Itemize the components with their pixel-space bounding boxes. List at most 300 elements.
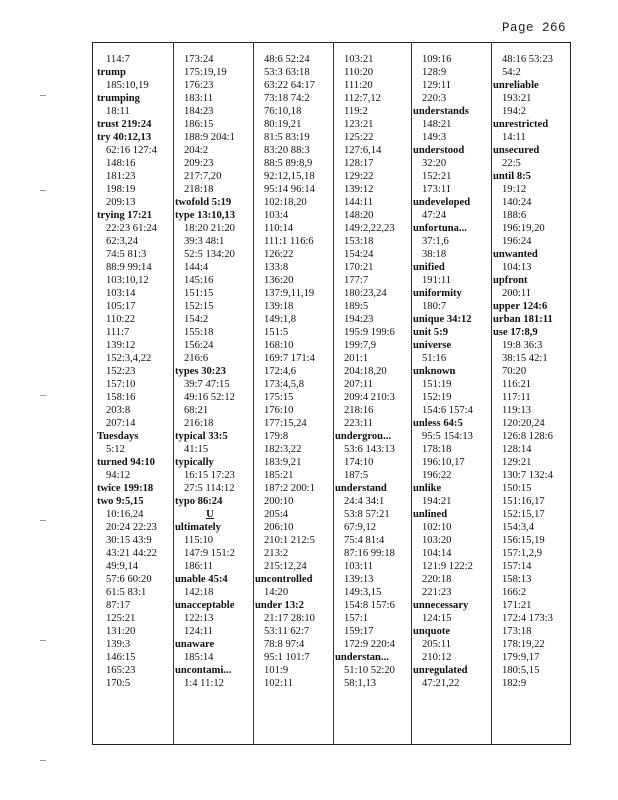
margin-tick: [40, 640, 46, 641]
page-reference: 124:15: [422, 613, 452, 624]
page-reference: 166:2: [502, 587, 527, 598]
page-reference: 67:9,12: [344, 522, 377, 533]
page-reference: 159:17: [344, 626, 374, 637]
page-reference: 200:11: [502, 288, 532, 299]
page-reference: 180:23,24: [344, 288, 387, 299]
index-term: unnecessary: [413, 600, 469, 611]
index-term: trust 219:24: [97, 119, 152, 130]
page-reference: 223:11: [344, 418, 374, 429]
page-reference: 156:24: [184, 340, 214, 351]
page-reference: 149:1,8: [264, 314, 297, 325]
page-reference: 22:5: [502, 158, 521, 169]
index-term: unable 45:4: [175, 574, 228, 585]
page-reference: 129:21: [502, 457, 532, 468]
page-reference: 18:20 21:20: [184, 223, 235, 234]
index-term: unless 64:5: [413, 418, 463, 429]
page-reference: 92:12,15,18: [264, 171, 315, 182]
index-term: under 13:2: [255, 600, 304, 611]
column-divider: [333, 43, 334, 744]
page-reference: 181:23: [106, 171, 136, 182]
page-reference: 209:23: [184, 158, 214, 169]
page-reference: 119:13: [502, 405, 532, 416]
page-reference: 189:5: [344, 301, 369, 312]
page-reference: 110:22: [106, 314, 136, 325]
page-reference: 125:22: [344, 132, 374, 143]
index-term: uncontrolled: [255, 574, 313, 585]
page-reference: 115:10: [184, 535, 214, 546]
page-reference: 213:2: [264, 548, 289, 559]
page-reference: 76:10,18: [264, 106, 302, 117]
page-reference: 109:16: [422, 54, 452, 65]
page-reference: 196:22: [422, 470, 452, 481]
page-reference: 183:9,21: [264, 457, 302, 468]
page-reference: 102:11: [264, 678, 294, 689]
page-reference: 154:8 157:6: [344, 600, 395, 611]
page-reference: 52:5 134:20: [184, 249, 235, 260]
page-reference: 179:8: [264, 431, 289, 442]
page-reference: 49:9,14: [106, 561, 139, 572]
page-reference: 185:14: [184, 652, 214, 663]
page-reference: 155:18: [184, 327, 214, 338]
page-reference: 158:16: [106, 392, 136, 403]
index-term: unfortuna...: [413, 223, 467, 234]
page-reference: 110:20: [344, 67, 374, 78]
page-reference: 103:10,12: [106, 275, 149, 286]
page-reference: 136:20: [264, 275, 294, 286]
page-reference: 151:15: [184, 288, 214, 299]
column-divider: [253, 43, 254, 744]
index-term: turned 94:10: [97, 457, 155, 468]
page-reference: 176:10: [264, 405, 294, 416]
page-reference: 175:15: [264, 392, 294, 403]
page-reference: 112:7,12: [344, 93, 381, 104]
page-reference: 174:10: [344, 457, 374, 468]
page-reference: 133:8: [264, 262, 289, 273]
page-reference: 152:19: [422, 392, 452, 403]
section-letter: U: [206, 509, 214, 520]
margin-tick: [40, 760, 46, 761]
page-reference: 152:15: [184, 301, 214, 312]
index-term: understood: [413, 145, 465, 156]
page-reference: 87:17: [106, 600, 131, 611]
page-reference: 104:14: [422, 548, 452, 559]
page-reference: 5:12: [106, 444, 125, 455]
page-reference: 149:3,15: [344, 587, 382, 598]
page-reference: 95:1 101:7: [264, 652, 310, 663]
index-term: unlike: [413, 483, 442, 494]
page-reference: 217:7,20: [184, 171, 222, 182]
index-term: understand: [335, 483, 387, 494]
page-reference: 188:9 204:1: [184, 132, 235, 143]
index-term: undeveloped: [413, 197, 471, 208]
page-reference: 14:11: [502, 132, 526, 143]
index-term: Tuesdays: [97, 431, 139, 442]
page-reference: 187:2 200:1: [264, 483, 315, 494]
page-reference: 128:9: [422, 67, 447, 78]
page-reference: 216:6: [184, 353, 209, 364]
page-reference: 129:11: [422, 80, 452, 91]
index-term: universe: [413, 340, 452, 351]
page-reference: 63:22 64:17: [264, 80, 315, 91]
page-reference: 193:21: [502, 93, 532, 104]
page-reference: 185:21: [264, 470, 294, 481]
page-reference: 204:2: [184, 145, 209, 156]
page-reference: 114:7: [106, 54, 130, 65]
page-reference: 151:16,17: [502, 496, 545, 507]
page-reference: 146:15: [106, 652, 136, 663]
page-reference: 78:8 97:4: [264, 639, 305, 650]
index-term: type 13:10,13: [175, 210, 236, 221]
page-reference: 151:5: [264, 327, 289, 338]
page-reference: 199:7,9: [344, 340, 377, 351]
page-reference: 186:11: [184, 561, 214, 572]
index-term: uncontami...: [175, 665, 232, 676]
index-term: typically: [175, 457, 214, 468]
page-reference: 120:20,24: [502, 418, 545, 429]
page-reference: 179:9,17: [502, 652, 540, 663]
page-reference: 121:9 122:2: [422, 561, 473, 572]
page-reference: 220:18: [422, 574, 452, 585]
page-reference: 139:12: [344, 184, 374, 195]
page-reference: 142:18: [184, 587, 214, 598]
page-reference: 178:19,22: [502, 639, 545, 650]
page-reference: 51:16: [422, 353, 447, 364]
index-term: try 40:12,13: [97, 132, 152, 143]
page-reference: 102:10: [422, 522, 452, 533]
page-reference: 75:4 81:4: [344, 535, 385, 546]
page-reference: 126:8 128:6: [502, 431, 553, 442]
page-reference: 147:9 151:2: [184, 548, 235, 559]
page-reference: 182:9: [502, 678, 527, 689]
page-reference: 140:24: [502, 197, 532, 208]
page-reference: 102:18,20: [264, 197, 307, 208]
page-reference: 139:12: [106, 340, 136, 351]
index-term: upper 124:6: [493, 301, 548, 312]
index-term: understands: [413, 106, 469, 117]
page-reference: 180:7: [422, 301, 447, 312]
page-reference: 39:3 48:1: [184, 236, 225, 247]
page-reference: 205:4: [264, 509, 289, 520]
page-reference: 205:11: [422, 639, 452, 650]
index-term: trumping: [97, 93, 140, 104]
page-reference: 116:21: [502, 379, 532, 390]
margin-tick: [40, 395, 46, 396]
page-reference: 152:23: [106, 366, 136, 377]
page-reference: 14:20: [264, 587, 289, 598]
page-reference: 88:5 89:8,9: [264, 158, 313, 169]
page-reference: 149:2,22,23: [344, 223, 395, 234]
page-reference: 95:14 96:14: [264, 184, 315, 195]
page-reference: 176:23: [184, 80, 214, 91]
page-reference: 177:15,24: [264, 418, 307, 429]
page-reference: 104:13: [502, 262, 532, 273]
page-reference: 53:6 143:13: [344, 444, 395, 455]
index-term: unrestricted: [493, 119, 549, 130]
page-reference: 57:6 60:20: [106, 574, 152, 585]
page-reference: 170:21: [344, 262, 374, 273]
page-reference: 157:14: [502, 561, 532, 572]
index-term: types 30:23: [175, 366, 226, 377]
page-reference: 191:11: [422, 275, 452, 286]
page-reference: 204:18,20: [344, 366, 387, 377]
page-reference: 153:18: [344, 236, 374, 247]
page-reference: 183:11: [184, 93, 214, 104]
page-reference: 51:10 52:20: [344, 665, 395, 676]
page-reference: 27:5 114:12: [184, 483, 235, 494]
index-term: until 8:5: [493, 171, 531, 182]
page-reference: 127:6,14: [344, 145, 382, 156]
index-term: unwanted: [493, 249, 538, 260]
page-reference: 18:11: [106, 106, 130, 117]
page-reference: 218:18: [184, 184, 214, 195]
page-reference: 154:3,4: [502, 522, 535, 533]
page-reference: 53:11 62:7: [264, 626, 310, 637]
page-reference: 154:2: [184, 314, 209, 325]
index-term: unquote: [413, 626, 451, 637]
page-reference: 207:11: [344, 379, 374, 390]
page-reference: 173:24: [184, 54, 214, 65]
index-term: unsecured: [493, 145, 540, 156]
page-reference: 178:18: [422, 444, 452, 455]
page-reference: 150:15: [502, 483, 532, 494]
page-reference: 22:23 61:24: [106, 223, 157, 234]
margin-tick: [40, 520, 46, 521]
page-reference: 43:21 44:22: [106, 548, 157, 559]
page-reference: 19:8 36:3: [502, 340, 543, 351]
page-number: Page 266: [501, 21, 566, 35]
page-reference: 128:14: [502, 444, 532, 455]
page-reference: 30:15 43:9: [106, 535, 152, 546]
page-reference: 210:1 212:5: [264, 535, 315, 546]
index-column-5: [413, 53, 489, 740]
index-term: unified: [413, 262, 445, 273]
page-reference: 169:7 171:4: [264, 353, 315, 364]
page-reference: 195:9 199:6: [344, 327, 395, 338]
index-term: unit 5:9: [413, 327, 449, 338]
index-term: use 17:8,9: [493, 327, 538, 338]
page-reference: 123:21: [344, 119, 374, 130]
page-reference: 215:12,24: [264, 561, 307, 572]
index-term: unregulated: [413, 665, 468, 676]
page-reference: 188:6: [502, 210, 527, 221]
index-term: uniformity: [413, 288, 462, 299]
page-reference: 111:20: [344, 80, 373, 91]
index-term: twofold 5:19: [175, 197, 232, 208]
page-reference: 37:1,6: [422, 236, 449, 247]
index-column-1: [97, 53, 171, 740]
page-reference: 19:12: [502, 184, 527, 195]
page-reference: 154:24: [344, 249, 374, 260]
page-reference: 194:23: [344, 314, 374, 325]
index-term: two 9:5,15: [97, 496, 144, 507]
page-reference: 61:5 83:1: [106, 587, 147, 598]
index-term: unlined: [413, 509, 448, 520]
page-reference: 186:15: [184, 119, 214, 130]
page-reference: 58:1,13: [344, 678, 377, 689]
page-reference: 110:14: [264, 223, 294, 234]
page-reference: 157:10: [106, 379, 136, 390]
page-reference: 175:19,19: [184, 67, 227, 78]
page-reference: 95:5 154:13: [422, 431, 473, 442]
page-reference: 171:21: [502, 600, 532, 611]
index-column-3: [255, 53, 331, 740]
page-reference: 220:3: [422, 93, 447, 104]
page-reference: 139:13: [344, 574, 374, 585]
page-reference: 39:7 47:15: [184, 379, 230, 390]
page-reference: 49:16 52:12: [184, 392, 235, 403]
page-reference: 54:2: [502, 67, 521, 78]
page-reference: 81:5 83:19: [264, 132, 310, 143]
index-term: trump: [97, 67, 126, 78]
index-term: understan...: [335, 652, 389, 663]
page-reference: 53:3 63:18: [264, 67, 310, 78]
page-reference: 152:3,4,22: [106, 353, 152, 364]
page-reference: 207:14: [106, 418, 136, 429]
page-reference: 139:3: [106, 639, 131, 650]
page-reference: 148:16: [106, 158, 136, 169]
page-reference: 149:3: [422, 132, 447, 143]
page-reference: 130:7 132:4: [502, 470, 553, 481]
page-reference: 201:1: [344, 353, 369, 364]
page-reference: 103:14: [106, 288, 136, 299]
page-reference: 187:5: [344, 470, 369, 481]
index-frame: [92, 42, 571, 745]
page-reference: 83:20 88:3: [264, 145, 310, 156]
page-reference: 10:16,24: [106, 509, 144, 520]
page-reference: 103:20: [422, 535, 452, 546]
page-reference: 41:15: [184, 444, 209, 455]
page-reference: 122:13: [184, 613, 214, 624]
page-reference: 184:23: [184, 106, 214, 117]
page-reference: 209:13: [106, 197, 136, 208]
page-reference: 173:18: [502, 626, 532, 637]
page-reference: 1:4 11:12: [184, 678, 224, 689]
index-term: unacceptable: [175, 600, 235, 611]
page-reference: 137:9,11,19: [264, 288, 315, 299]
page-reference: 194:2: [502, 106, 527, 117]
index-column-6: [493, 53, 569, 740]
page-reference: 198:19: [106, 184, 136, 195]
column-divider: [173, 43, 174, 744]
page-reference: 151:19: [422, 379, 452, 390]
margin-tick: [40, 190, 46, 191]
page-reference: 157:1,2,9: [502, 548, 543, 559]
index-term: unreliable: [493, 80, 539, 91]
page-reference: 125:21: [106, 613, 136, 624]
index-term: typical 33:5: [175, 431, 228, 442]
page-reference: 200:10: [264, 496, 294, 507]
page-reference: 144:11: [344, 197, 374, 208]
page-reference: 216:18: [184, 418, 214, 429]
page-reference: 101:9: [264, 665, 289, 676]
page-reference: 103:11: [344, 561, 374, 572]
page-reference: 177:7: [344, 275, 369, 286]
page-reference: 24:4 34:1: [344, 496, 385, 507]
page-reference: 119:2: [344, 106, 368, 117]
page-reference: 180:5,15: [502, 665, 540, 676]
page-reference: 16:15 17:23: [184, 470, 235, 481]
page-reference: 53:8 57:21: [344, 509, 390, 520]
page-reference: 196:10,17: [422, 457, 465, 468]
index-term: trying 17:21: [97, 210, 153, 221]
page-reference: 128:17: [344, 158, 374, 169]
page-reference: 48:6 52:24: [264, 54, 310, 65]
margin-tick: [40, 95, 46, 96]
page-reference: 173:4,5,8: [264, 379, 305, 390]
index-column-4: [335, 53, 409, 740]
page-reference: 139:18: [264, 301, 294, 312]
page-reference: 70:20: [502, 366, 527, 377]
page-reference: 196:19,20: [502, 223, 545, 234]
page-reference: 158:13: [502, 574, 532, 585]
page-reference: 165:23: [106, 665, 136, 676]
page-reference: 38:18: [422, 249, 447, 260]
page-reference: 172:9 220:4: [344, 639, 395, 650]
page-reference: 148:20: [344, 210, 374, 221]
page-reference: 47:21,22: [422, 678, 460, 689]
page-reference: 194:21: [422, 496, 452, 507]
index-term: unaware: [175, 639, 215, 650]
page-reference: 185:10,19: [106, 80, 149, 91]
page-reference: 87:16 99:18: [344, 548, 395, 559]
page-reference: 168:10: [264, 340, 294, 351]
page-reference: 182:3,22: [264, 444, 302, 455]
page-reference: 88:9 99:14: [106, 262, 152, 273]
page-reference: 148:21: [422, 119, 452, 130]
column-divider: [491, 43, 492, 744]
index-term: twice 199:18: [97, 483, 154, 494]
page-reference: 203:8: [106, 405, 131, 416]
page-reference: 103:4: [264, 210, 289, 221]
page-reference: 221:23: [422, 587, 452, 598]
page-reference: 145:16: [184, 275, 214, 286]
page-reference: 124:11: [184, 626, 214, 637]
page-reference: 154:6 157:4: [422, 405, 473, 416]
page-reference: 131:20: [106, 626, 136, 637]
page-reference: 21:17 28:10: [264, 613, 315, 624]
page-reference: 152:21: [422, 171, 452, 182]
page-reference: 126:22: [264, 249, 294, 260]
page-reference: 172:4,6: [264, 366, 297, 377]
page-reference: 152:15,17: [502, 509, 545, 520]
page-reference: 48:16 53:23: [502, 54, 553, 65]
page-reference: 170:5: [106, 678, 131, 689]
page-reference: 218:16: [344, 405, 374, 416]
page-reference: 32:20: [422, 158, 447, 169]
page-reference: 117:11: [502, 392, 531, 403]
page-reference: 210:12: [422, 652, 452, 663]
index-term: undergrou...: [335, 431, 392, 442]
page-reference: 209:4 210:3: [344, 392, 395, 403]
index-term: upfront: [493, 275, 528, 286]
page-reference: 172:4 173:3: [502, 613, 553, 624]
page-reference: 196:24: [502, 236, 532, 247]
page-reference: 157:1: [344, 613, 369, 624]
page-reference: 103:21: [344, 54, 374, 65]
page-reference: 20:24 22:23: [106, 522, 157, 533]
column-divider: [411, 43, 412, 744]
page-reference: 62:3,24: [106, 236, 139, 247]
index-term: urban 181:11: [493, 314, 553, 325]
page-reference: 47:24: [422, 210, 447, 221]
page-reference: 68:21: [184, 405, 209, 416]
page-reference: 111:7: [106, 327, 130, 338]
page-reference: 105:17: [106, 301, 136, 312]
page-reference: 80:19,21: [264, 119, 302, 130]
page-reference: 38:15 42:1: [502, 353, 548, 364]
page-reference: 73:18 74:2: [264, 93, 310, 104]
page-reference: 156:15,19: [502, 535, 545, 546]
